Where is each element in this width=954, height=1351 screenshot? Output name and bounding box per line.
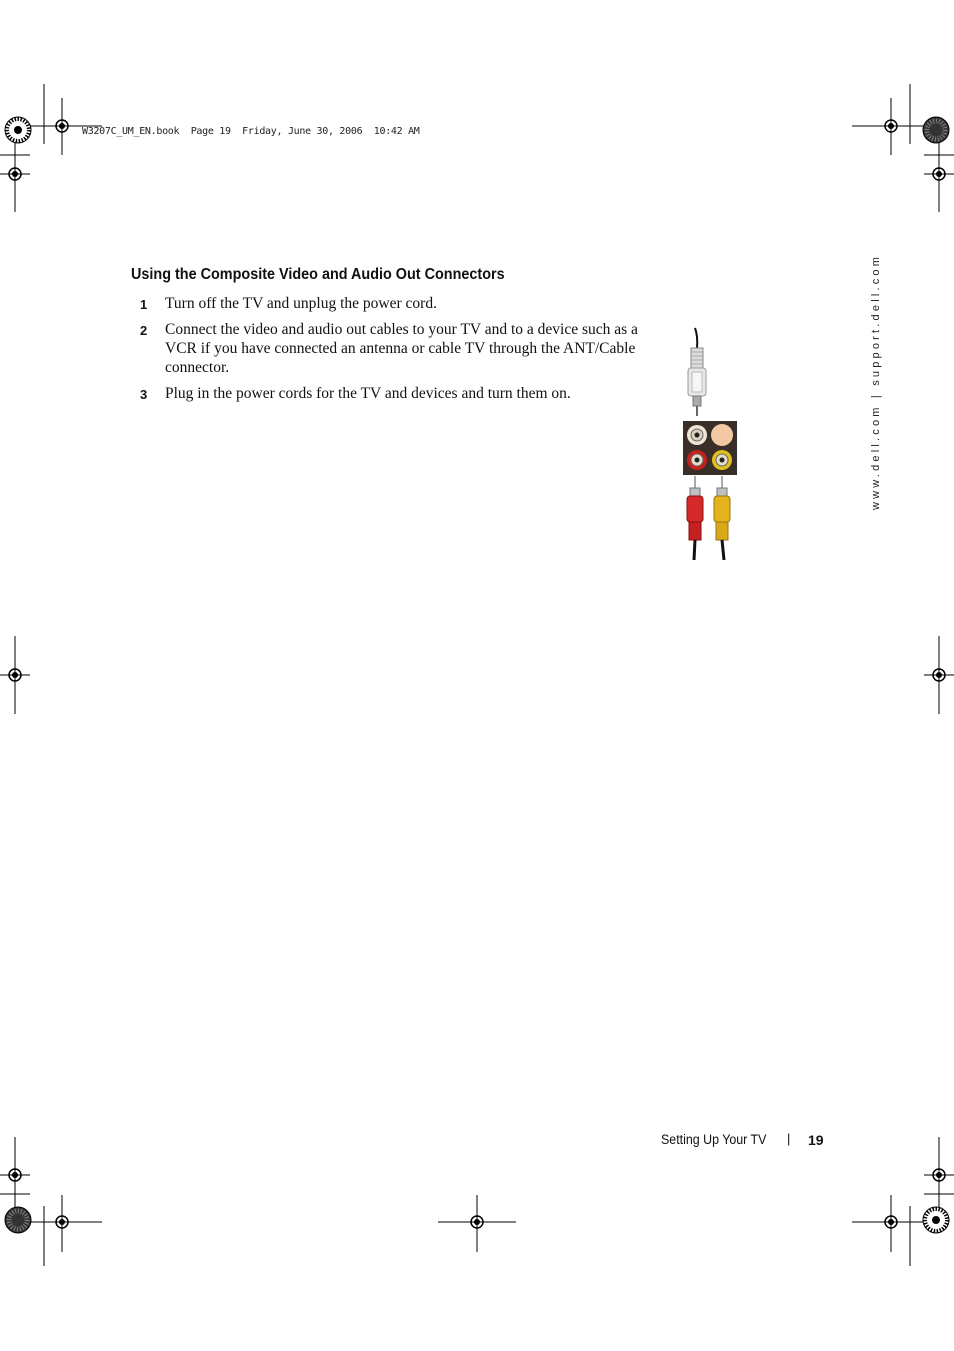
section-heading: Using the Composite Video and Audio Out Connectors — [131, 266, 505, 283]
step-number: 2 — [140, 323, 148, 338]
print-slug: W3207C_UM_EN.book Page 19 Friday, June 30, 2006 10:42 AM — [82, 126, 420, 137]
step-number: 3 — [140, 387, 148, 402]
red-cable-plug — [687, 476, 703, 560]
star-target-icon — [923, 1207, 949, 1233]
white-cable-plug — [688, 328, 706, 416]
jack-panel — [683, 421, 737, 475]
footer-separator: | — [787, 1131, 791, 1146]
star-target-icon — [923, 117, 949, 143]
step-number: 1 — [140, 297, 148, 312]
page-number: 19 — [808, 1132, 824, 1148]
footer-chapter-title: Setting Up Your TV — [661, 1132, 767, 1147]
step-1 — [140, 294, 650, 314]
step-text: Turn off the TV and unplug the power cord. — [165, 295, 437, 312]
yellow-cable-plug — [714, 476, 730, 560]
step-3 — [140, 384, 650, 404]
sidebar-url: www.dell.com | support.dell.com — [870, 253, 882, 510]
star-target-icon — [5, 1207, 31, 1233]
star-target-icon — [5, 117, 31, 143]
step-text: Connect the video and audio out cables to your TV and to a device such as a VCR if you have connected an antenna or cable TV through the ANT/Cable connector. — [165, 321, 638, 376]
composite-connector-illustration — [680, 326, 740, 562]
step-2 — [140, 320, 650, 380]
step-text: Plug in the power cords for the TV and devices and turn them on. — [165, 385, 571, 402]
